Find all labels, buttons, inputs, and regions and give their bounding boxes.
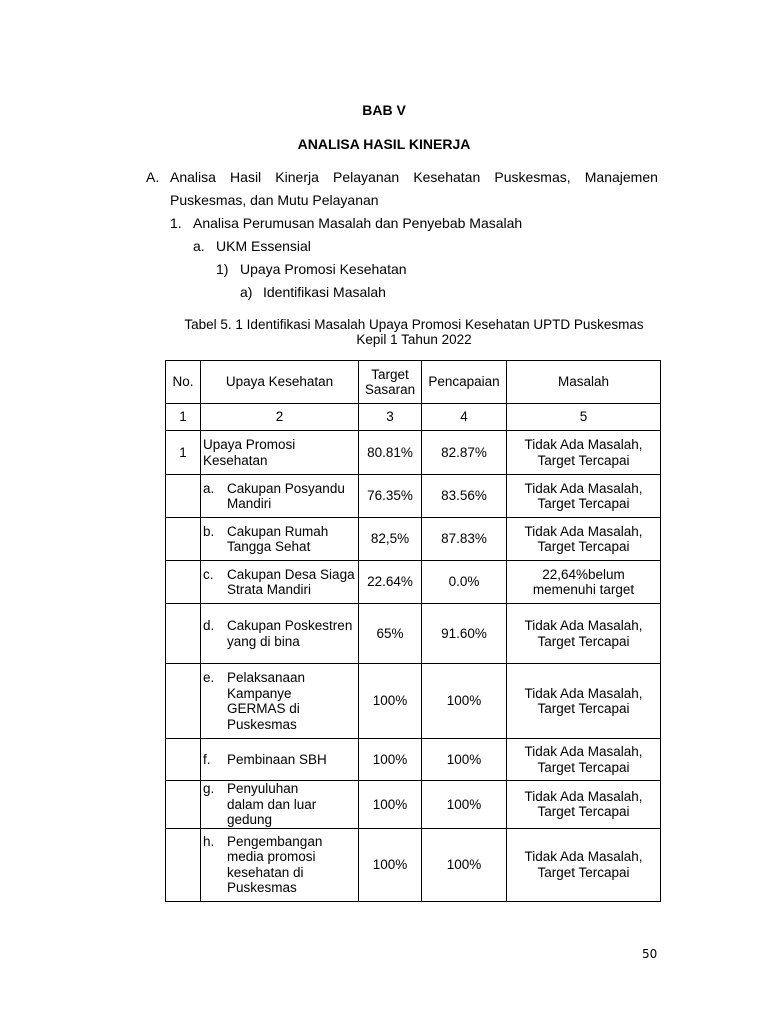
row-pencapaian: 82.87% (422, 431, 507, 475)
row-upaya-text: Cakupan Posyandu Mandiri (227, 480, 345, 511)
row-masalah: 22,64%belum memenuhi target (507, 561, 661, 604)
row-pencapaian: 83.56% (422, 475, 507, 518)
column-number: 1 (166, 404, 201, 431)
row-upaya-text: Cakupan Desa Siaga Strata Mandiri (227, 566, 355, 597)
row-upaya-text: Pembinaan SBH (227, 751, 327, 767)
row-upaya-text: Cakupan Rumah Tangga Sehat (227, 523, 329, 554)
row-upaya (201, 475, 359, 518)
outline-item-identifikasi: Identifikasi Masalah (263, 284, 386, 300)
table-row-main (166, 431, 661, 475)
heading-word: Pelayanan (333, 169, 400, 185)
row-upaya (201, 739, 359, 781)
table-row (166, 561, 661, 604)
row-letter: d. (203, 618, 215, 633)
row-upaya-text: Penyuluhan dalam dan luar gedung (227, 781, 317, 827)
heading-word: Kinerja (275, 169, 319, 185)
row-pencapaian: 100% (422, 739, 507, 781)
header-upaya: Upaya Kesehatan (201, 361, 359, 404)
table-row (166, 604, 661, 664)
column-number: 3 (359, 404, 422, 431)
row-letter: e. (203, 670, 215, 685)
header-target-line2: Sasaran (364, 382, 416, 397)
header-no: No. (166, 361, 201, 404)
row-no: 1 (166, 431, 201, 475)
row-masalah: Tidak Ada Masalah, Target Tercapai (507, 781, 661, 829)
row-letter: f. (203, 751, 211, 767)
heading-word: Analisa (170, 169, 216, 185)
row-upaya (201, 518, 359, 561)
row-target: 100% (359, 828, 422, 901)
header-target (359, 361, 422, 404)
section-marker: A. (146, 169, 160, 185)
row-pencapaian: 87.83% (422, 518, 507, 561)
table-row (166, 518, 661, 561)
row-target: 82,5% (359, 518, 422, 561)
problem-identification-table (165, 360, 661, 902)
row-pencapaian: 100% (422, 664, 507, 739)
row-masalah: Tidak Ada Masalah, Target Tercapai (507, 664, 661, 739)
row-target: 100% (359, 781, 422, 829)
outline-marker: 1. (170, 215, 182, 231)
row-upaya-text: Cakupan Poskestren yang di bina (227, 618, 353, 649)
row-target: 80.81% (359, 431, 422, 475)
row-pencapaian: 91.60% (422, 604, 507, 664)
row-letter: a. (203, 480, 215, 496)
table-row (166, 739, 661, 781)
row-upaya (201, 561, 359, 604)
row-pencapaian: 0.0% (422, 561, 507, 604)
row-target: 100% (359, 664, 422, 739)
row-letter: h. (203, 833, 215, 849)
row-target: 100% (359, 739, 422, 781)
table-caption-line1: Tabel 5. 1 Identifikasi Masalah Upaya Promosi Kesehatan UPTD Puskesmas (184, 317, 644, 332)
row-upaya (201, 664, 359, 739)
row-masalah: Tidak Ada Masalah, Target Tercapai (507, 475, 661, 518)
outline-marker: a) (240, 284, 253, 300)
table-row (166, 664, 661, 739)
row-upaya-text: Pengembangan media promosi kesehatan di Puskesmas (227, 833, 323, 895)
chapter-title: ANALISA HASIL KINERJA (297, 136, 471, 152)
section-heading-line2: Puskesmas, dan Mutu Pelayanan (170, 192, 379, 208)
heading-word: Kesehatan (413, 169, 481, 185)
row-masalah: Tidak Ada Masalah, Target Tercapai (507, 739, 661, 781)
row-masalah: Tidak Ada Masalah, Target Tercapai (507, 431, 661, 475)
header-target-line1: Target (371, 366, 409, 382)
section-heading-line1 (170, 168, 658, 186)
column-number: 2 (201, 404, 359, 431)
row-pencapaian: 100% (422, 781, 507, 829)
table-caption-line2: Kepil 1 Tahun 2022 (356, 332, 472, 347)
chapter-number: BAB V (362, 102, 406, 118)
outline-marker: 1) (216, 261, 229, 277)
heading-word: Manajemen (584, 169, 658, 185)
row-letter: b. (203, 523, 215, 539)
row-masalah: Tidak Ada Masalah, Target Tercapai (507, 828, 661, 901)
outline-item-analisa: Analisa Perumusan Masalah dan Penyebab Masalah (193, 215, 523, 231)
row-upaya-text: Pelaksanaan Kampanye GERMAS di Puskesmas (227, 670, 306, 732)
row-upaya (201, 604, 359, 664)
table-row (166, 781, 661, 829)
row-masalah: Tidak Ada Masalah, Target Tercapai (507, 518, 661, 561)
header-pencapaian: Pencapaian (422, 361, 507, 404)
table-row (166, 828, 661, 901)
column-number: 5 (507, 404, 661, 431)
row-target: 76.35% (359, 475, 422, 518)
row-target: 22.64% (359, 561, 422, 604)
row-pencapaian: 100% (422, 828, 507, 901)
table-header-row (166, 361, 661, 404)
outline-item-ukm: UKM Essensial (216, 238, 311, 254)
outline-marker: a. (193, 238, 205, 254)
column-number: 4 (422, 404, 507, 431)
row-upaya (201, 781, 359, 829)
row-upaya: Upaya Promosi Kesehatan (201, 431, 359, 475)
outline-item-promosi: Upaya Promosi Kesehatan (240, 261, 407, 277)
row-masalah: Tidak Ada Masalah, Target Tercapai (507, 604, 661, 664)
row-letter: g. (203, 781, 215, 796)
table-numbering-row (166, 404, 661, 431)
heading-word: Puskesmas, (494, 169, 571, 185)
row-upaya (201, 828, 359, 901)
row-target: 65% (359, 604, 422, 664)
page-number: 50 (642, 947, 658, 961)
heading-word: Hasil (230, 169, 262, 185)
header-masalah: Masalah (507, 361, 661, 404)
table-row (166, 475, 661, 518)
row-letter: c. (203, 566, 214, 582)
